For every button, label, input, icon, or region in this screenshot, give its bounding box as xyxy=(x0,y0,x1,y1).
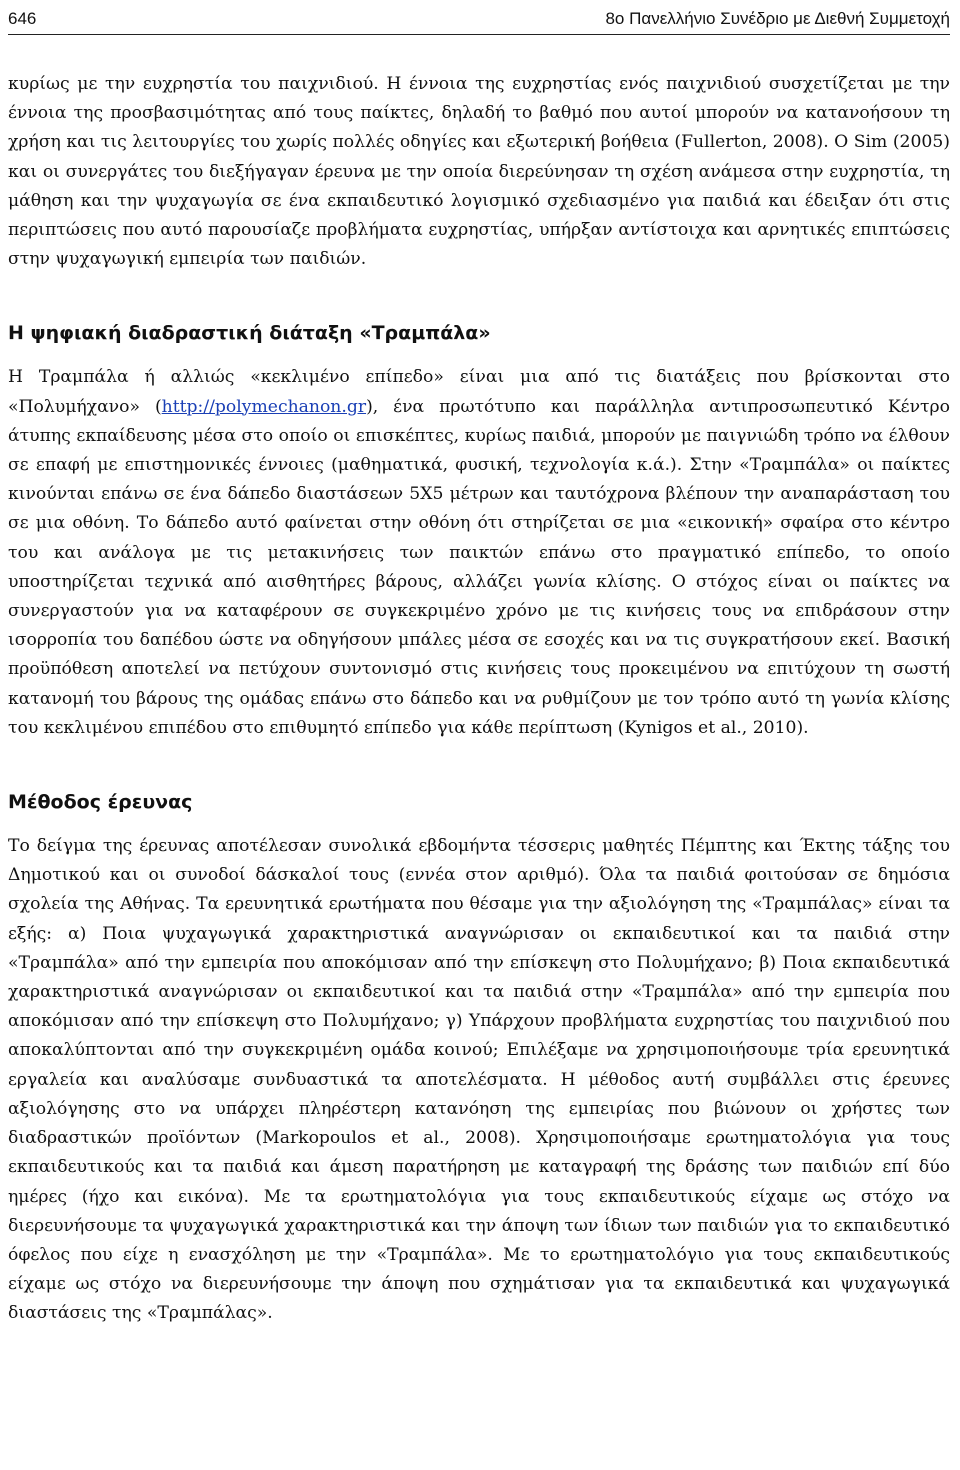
section-heading-trampala: Η ψηφιακή διαδραστική διάταξη «Τραμπάλα» xyxy=(8,322,491,345)
page-number: 646 xyxy=(8,9,37,28)
polymechanon-link[interactable]: http://polymechanon.gr xyxy=(161,396,367,417)
paragraph-method: Το δείγμα της έρευνας αποτέλεσαν συνολικά εβδομήντα τέσσερις μαθητές Πέμπτης και Έκτης τάξης του Δημοτικού και οι συνοδοί δάσκαλοί τους (εννέα στον αριθμό). Όλα τα παιδιά φοιτούσαν σε δημόσια σχολεία της Αθήνας. Τα ερευνητικά ερωτήματα που θέσαμε για την αξιολόγηση της «Τραμπάλας» είναι τα εξής: α) Ποια ψυχαγωγικά χαρακτηριστικά αναγνώρισαν οι εκπαιδευτικοί και τα παιδιά στην «Τραμπάλα» από την εμπειρία που αποκόμισαν από την επίσκεψη στο Πολυμήχανο; β) Ποια εκπαιδευτικά χαρακτηριστικά αναγνώρισαν οι εκπαιδευτικοί και τα παιδιά στην «Τραμπάλα» από την εμπειρία που αποκόμισαν από την επίσκεψη στο Πολυμήχανο; γ) Υπάρχουν προβλήματα ευχρηστίας του παιχνιδιού που αποκαλύπτονται από την συγκεκριμένη ομάδα κοινού; Επιλέξαμε να χρησιμοποιήσουμε τρία ερευνητικά εργαλεία και αναλύσαμε συνδυαστικά τα αποτελέσματα. Η μέθοδος αυτή συμβάλλει στις έρευνες αξιολόγησης στο να υπάρχει πληρέστερη κατανόηση της εμπειρίας που βιώνουν οι χρήστες των διαδραστικών προϊόντων (Markopoulos et al., 2008). Χρησιμοποιήσαμε ερωτηματολόγια για τους εκπαιδευτικούς και τα παιδιά και άμεση παρατήρηση με καταγραφή της δράσης των παιδιών επί δύο ημέρες (ήχο και εικόνα). Με τα ερωτηματολόγια για τους εκπαιδευτικούς είχαμε ως στόχο να διερευνήσουμε τα ψυχαγωγικά χαρακτηριστικά και την άποψη των ίδιων των παιδιών για το εκπαιδευτικό όφελος που είχε η ενασχόληση με την «Τραμπάλα». Με το ερωτηματολόγιο για τους εκπαιδευτικούς είχαμε ως στόχο να διερευνήσουμε την άποψη που σχημάτισαν για τα εκπαιδευτικά και ψυχαγωγικά διαστάσεις της «Τραμπάλας». xyxy=(8,836,950,1324)
text-after-link: ), ένα πρωτότυπο και παράλληλα αντιπροσωπευτικό Κέντρο άτυπης εκπαίδευσης μέσα στο οποίο οι επισκέπτες, κυρίως παιδιά, μπορούν με παιγνιώδη τρόπο να έλθουν σε επαφή με επιστημονικές έννοιες (μαθηματικά, φυσική, τεχνολογία κ.ά.). Στην «Τραμπάλα» οι παίκτες κινούνται επάνω σε ένα δάπεδο διαστάσεων 5Χ5 μέτρων και ταυτόχρονα βλέπουν την αναπαράσταση του σε μια οθόνη. Το δάπεδο αυτό φαίνεται στην οθόνη ότι στηρίζεται σε μια «εικονική» σφαίρα στο κέντρο του και ανάλογα με τις μετακινήσεις των παικτών επάνω στο πραγματικό επίπεδο, το οποίο υποστηρίζεται τεχνικά από αισθητήρες βάρους, αλλάζει γωνία κλίσης. Ο στόχος είναι οι παίκτες να συνεργαστούν για να καταφέρουν σε συγκεκριμένο χρόνο με τις κινήσεις τους να επιδράσουν στην ισορροπία του δαπέδου ώστε να οδηγήσουν μπάλες μέσα σε εσοχές και να τις συγκρατήσουν εκεί. Βασική προϋπόθεση αποτελεί να πετύχουν συντονισμό στις κινήσεις τους προκειμένου να επιτύχουν τη σωστή κατανομή του βάρους της ομάδας επάνω στο δάπεδο και να ρυθμίζουν με τον τρόπο αυτό τη γωνία κλίσης του κεκλιμένου επιπέδου στο επιθυμητό επίπεδο για κάθε περίπτωση (Kynigos et al., 2010). xyxy=(8,396,950,738)
page-body xyxy=(8,70,950,1329)
paragraph-trampala xyxy=(8,363,950,743)
section-heading-method: Μέθοδος έρευνας xyxy=(8,791,193,814)
page-header xyxy=(8,4,950,35)
conference-title: 8ο Πανελλήνιο Συνέδριο με Διεθνή Συμμετοχή xyxy=(605,9,950,28)
text-before-link: Η Τραμπάλα ή αλλιώς «κεκλιμένο επίπεδο» είναι μια από τις διατάξεις που βρίσκονται στο «Πολυμήχανο» ( xyxy=(8,367,950,417)
paragraph-intro: κυρίως με την ευχρηστία του παιχνιδιού. Η έννοια της ευχρηστίας ενός παιχνιδιού συσχετίζεται με την έννοια της προσβασιμότητας από τους παίκτες, δηλαδή το βαθμό που αυτοί μπορούν να κατανοήσουν τη χρήση και τις λειτουργίες του χωρίς πολλές οδηγίες και εξωτερική βοήθεια (Fullerton, 2008). Ο Sim (2005) και οι συνεργάτες του διεξήγαγαν έρευνα με την οποία διερεύνησαν τη σχέση ανάμεσα στην ευχρηστία, τη μάθηση και την ψυχαγωγία σε ένα εκπαιδευτικό λογισμικό σχεδιασμένο για παιδιά και έδειξαν ότι στις περιπτώσεις που αυτό παρουσίαζε προβλήματα ευχρηστίας, υπήρξαν αντίστοιχα και αρνητικές επιπτώσεις στην ψυχαγωγική εμπειρία των παιδιών. xyxy=(8,74,950,270)
